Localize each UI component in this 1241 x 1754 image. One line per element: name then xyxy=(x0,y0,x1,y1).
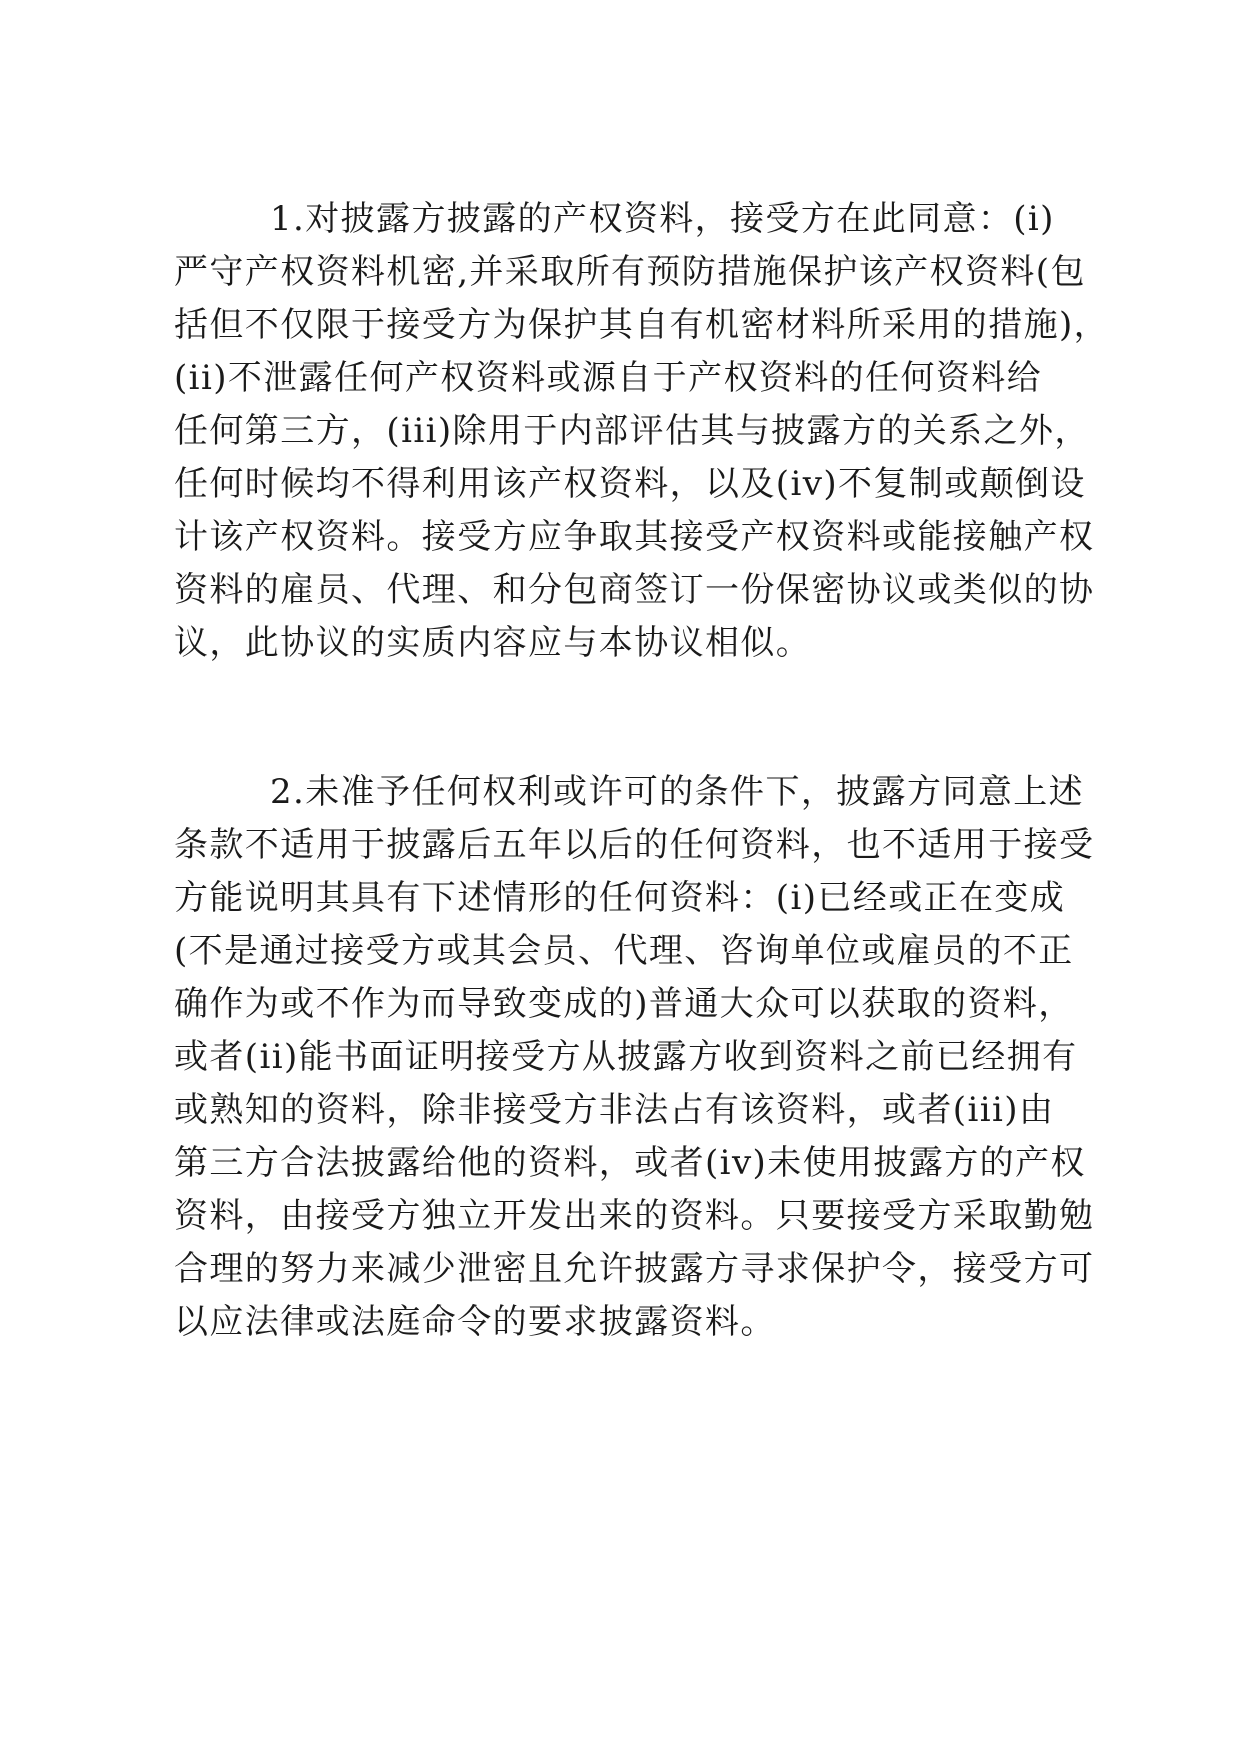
clause-2-line-3: 方能说明其具有下述情形的任何资料：(i)已经或正在变成 xyxy=(174,878,1066,918)
clause-2-line-2: 条款不适用于披露后五年以后的任何资料，也不适用于接受 xyxy=(174,825,1095,865)
clause-2-line-10: 合理的努力来减少泄密且允许披露方寻求保护令，接受方可 xyxy=(174,1249,1095,1289)
clause-2-line-7: 或熟知的资料，除非接受方非法占有该资料，或者(iii)由 xyxy=(174,1090,1055,1130)
clause-1-line-8: 资料的雇员、代理、和分包商签订一份保密协议或类似的协 xyxy=(174,570,1095,610)
clause-1-line-6: 任何时候均不得利用该产权资料，以及(iv)不复制或颠倒设 xyxy=(174,464,1086,504)
clause-2-line-9: 资料，由接受方独立开发出来的资料。只要接受方采取勤勉 xyxy=(174,1196,1095,1236)
clause-1-line-7: 计该产权资料。接受方应争取其接受产权资料或能接触产权 xyxy=(174,517,1095,557)
clause-2-line-6: 或者(ii)能书面证明接受方从披露方收到资料之前已经拥有 xyxy=(174,1037,1078,1077)
clause-2-line-4: (不是通过接受方或其会员、代理、咨询单位或雇员的不正 xyxy=(174,931,1074,971)
clause-2-line-5: 确作为或不作为而导致变成的)普通大众可以获取的资料， xyxy=(174,984,1074,1024)
clause-1-line-2: 严守产权资料机密,并采取所有预防措施保护该产权资料(包 xyxy=(174,252,1086,292)
clause-2-line-11: 以应法律或法庭命令的要求披露资料。 xyxy=(174,1302,776,1342)
clause-1-line-1: 1.对披露方披露的产权资料，接受方在此同意：(i) xyxy=(270,199,1055,239)
clause-1-line-9: 议，此协议的实质内容应与本协议相似。 xyxy=(174,623,812,663)
clause-2-line-1: 2.未准予任何权利或许可的条件下，披露方同意上述 xyxy=(270,772,1085,812)
clause-1-line-5: 任何第三方，(iii)除用于内部评估其与披露方的关系之外， xyxy=(174,411,1090,451)
clause-1-line-4: (ii)不泄露任何产权资料或源自于产权资料的任何资料给 xyxy=(174,358,1043,398)
clause-1-line-3: 括但不仅限于接受方为保护其自有机密材料所采用的措施)， xyxy=(174,305,1110,345)
clause-2-line-8: 第三方合法披露给他的资料，或者(iv)未使用披露方的产权 xyxy=(174,1143,1086,1183)
